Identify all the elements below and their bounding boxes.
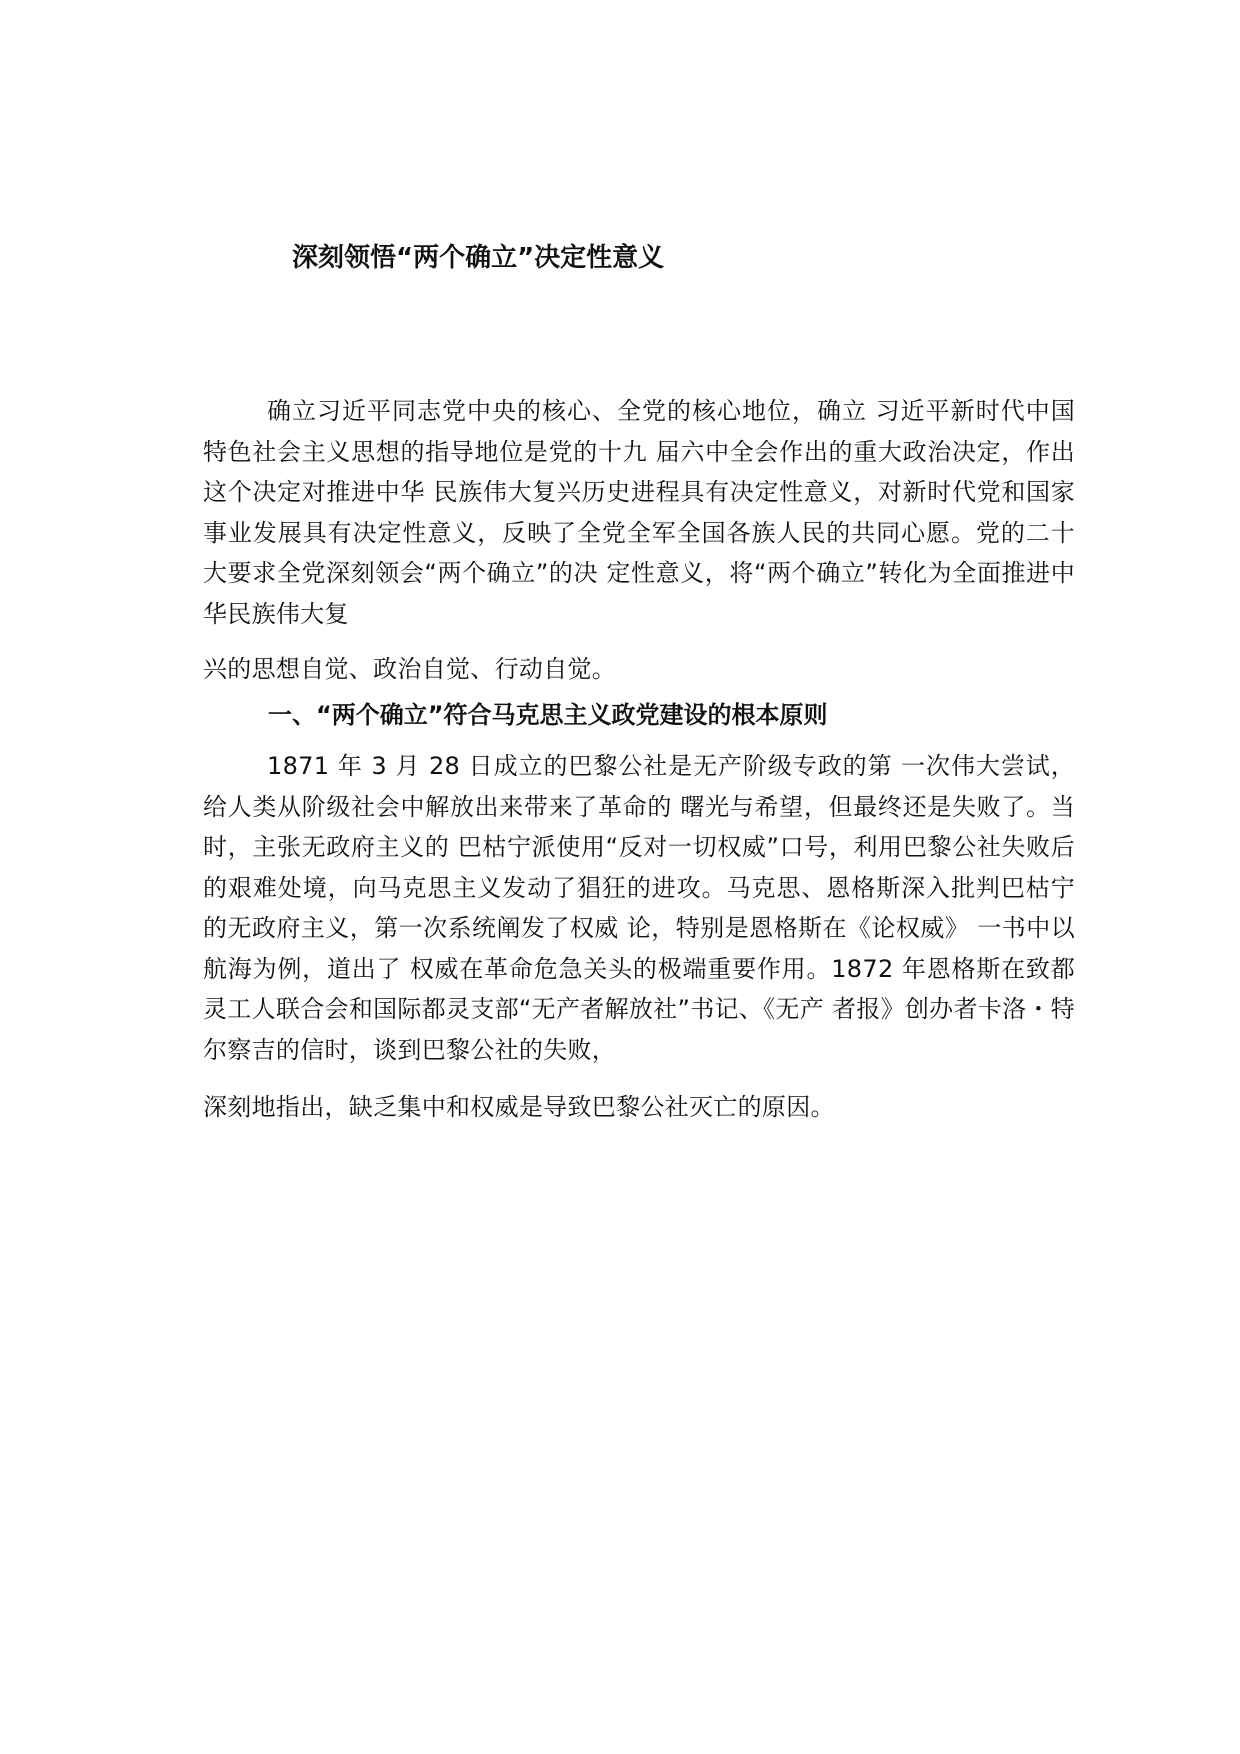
body-paragraph-1-continuation: 兴的思想自觉、政治自觉、行动自觉。 [203,655,617,683]
body-paragraph-1: 确立习近平同志党中央的核心、全党的核心地位，确立 习近平新时代中国特色社会主义思想的指导地位是党的十九 届六中全会作出的重大政治决定，作出这个决定对推进中华 民族伟大复兴历史进程具有决定性意义，对新时代党和国家 事业发展具有决定性意义，反映了全党全军全国各族人民的共同心愿。党的二十大要求全党深刻领会“两个确立”的决 定性意义，将“两个确立”转化为全面推进中华民族伟大复 [203,397,1075,628]
document-title: 深刻领悟“两个确立”决定性意义 [292,243,665,273]
body-paragraph-2-continuation: 深刻地指出，缺乏集中和权威是导致巴黎公社灭亡的原因。 [203,1093,835,1121]
section-heading-1: 一、“两个确立”符合马克思主义政党建设的根本原则 [268,701,828,729]
body-paragraph-2: 1871 年 3 月 28 日成立的巴黎公社是无产阶级专政的第 一次伟大尝试，给人类从阶级社会中解放出来带来了革命的 曙光与希望，但最终还是失败了。当时，主张无政府主义的 巴枯宁派使用“反对一切权威”口号，利用巴黎公社失败后 的艰难处境，向马克思主义发动了猖狂的进攻。马克思、恩格斯深入批判巴枯宁的无政府主义，第一次系统阐发了权威 论，特别是恩格斯在《论权威》 一书中以航海为例，道出了 权威在革命危急关头的极端重要作用。1872 年恩格斯在致都 灵工人联合会和国际都灵支部“无产者解放社”书记、《无产 者报》创办者卡洛・特尔察吉的信时，谈到巴黎公社的失败， [203,752,1075,1064]
